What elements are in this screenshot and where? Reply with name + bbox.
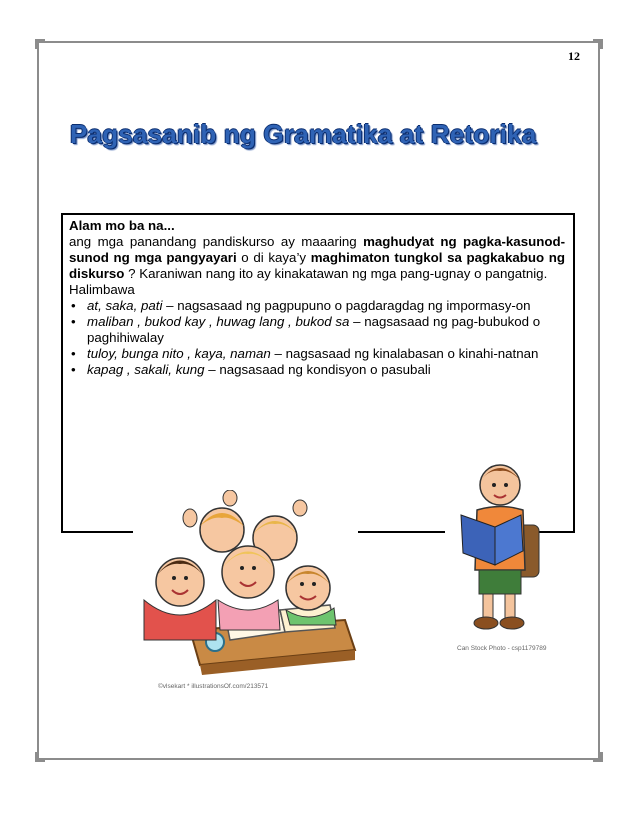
list-item <box>69 346 565 362</box>
example-label: Halimbawa <box>69 282 135 297</box>
corner-ornament-bottom-left <box>35 752 43 760</box>
illustration-credit: Can Stock Photo - csp1179789 <box>457 645 547 652</box>
example-terms: maliban , bukod kay , huwag lang , bukod sa <box>87 314 350 329</box>
info-paragraph <box>69 234 565 282</box>
bullet-icon: • <box>71 362 76 377</box>
paragraph-emphasis: maghudyat <box>363 234 435 249</box>
info-heading: Alam mo ba na... <box>69 218 175 233</box>
example-description: – nagsasaad ng pag-bubukod o paghihiwalay <box>87 314 541 345</box>
example-terms: kapag , sakali, kung <box>87 362 205 377</box>
boy-reading-illustration <box>455 455 550 645</box>
corner-ornament-bottom-right <box>593 752 601 760</box>
paragraph-text: ang mga panandang pandiskurso ay maaaring <box>69 234 364 249</box>
corner-ornament-top-right <box>593 39 601 47</box>
paragraph-text: o di kaya’y <box>236 250 311 265</box>
page-number: 12 <box>568 49 580 63</box>
list-item <box>69 362 565 378</box>
list-item <box>69 314 565 346</box>
example-terms: tuloy, bunga nito , kaya, naman <box>87 346 271 361</box>
paragraph-emphasis: ng pagka-kasunod-sunod ng mga pangyayari <box>69 234 566 265</box>
example-terms: at, saka, pati <box>87 298 163 313</box>
bullet-icon: • <box>71 314 76 329</box>
bullet-icon: • <box>71 346 76 361</box>
corner-ornament-top-left <box>35 39 43 47</box>
illustration-credit: ©vlsekart * illustrationsOf.com/213571 <box>158 683 269 690</box>
example-description: – nagsasaad ng pagpupuno o pagdaragdag ng impormasy-on <box>162 298 531 313</box>
paragraph-text: ? Karaniwan nang ito ay kinakatawan ng mga pang-ugnay o pangatnig. <box>124 266 548 281</box>
list-item <box>69 298 565 314</box>
children-reading-illustration <box>130 490 360 690</box>
example-list <box>69 298 565 378</box>
page-title: Pagsasanib ng Gramatika at Retorika <box>70 119 537 149</box>
example-description: – nagsasaad ng kinalabasan o kinahi-natnan <box>270 346 539 361</box>
bullet-icon: • <box>71 298 76 313</box>
example-description: – nagsasaad ng kondisyon o pasubali <box>204 362 431 377</box>
paragraph-emphasis: maghimaton tungkol sa pagkakabuo ng diskurso <box>69 250 566 281</box>
